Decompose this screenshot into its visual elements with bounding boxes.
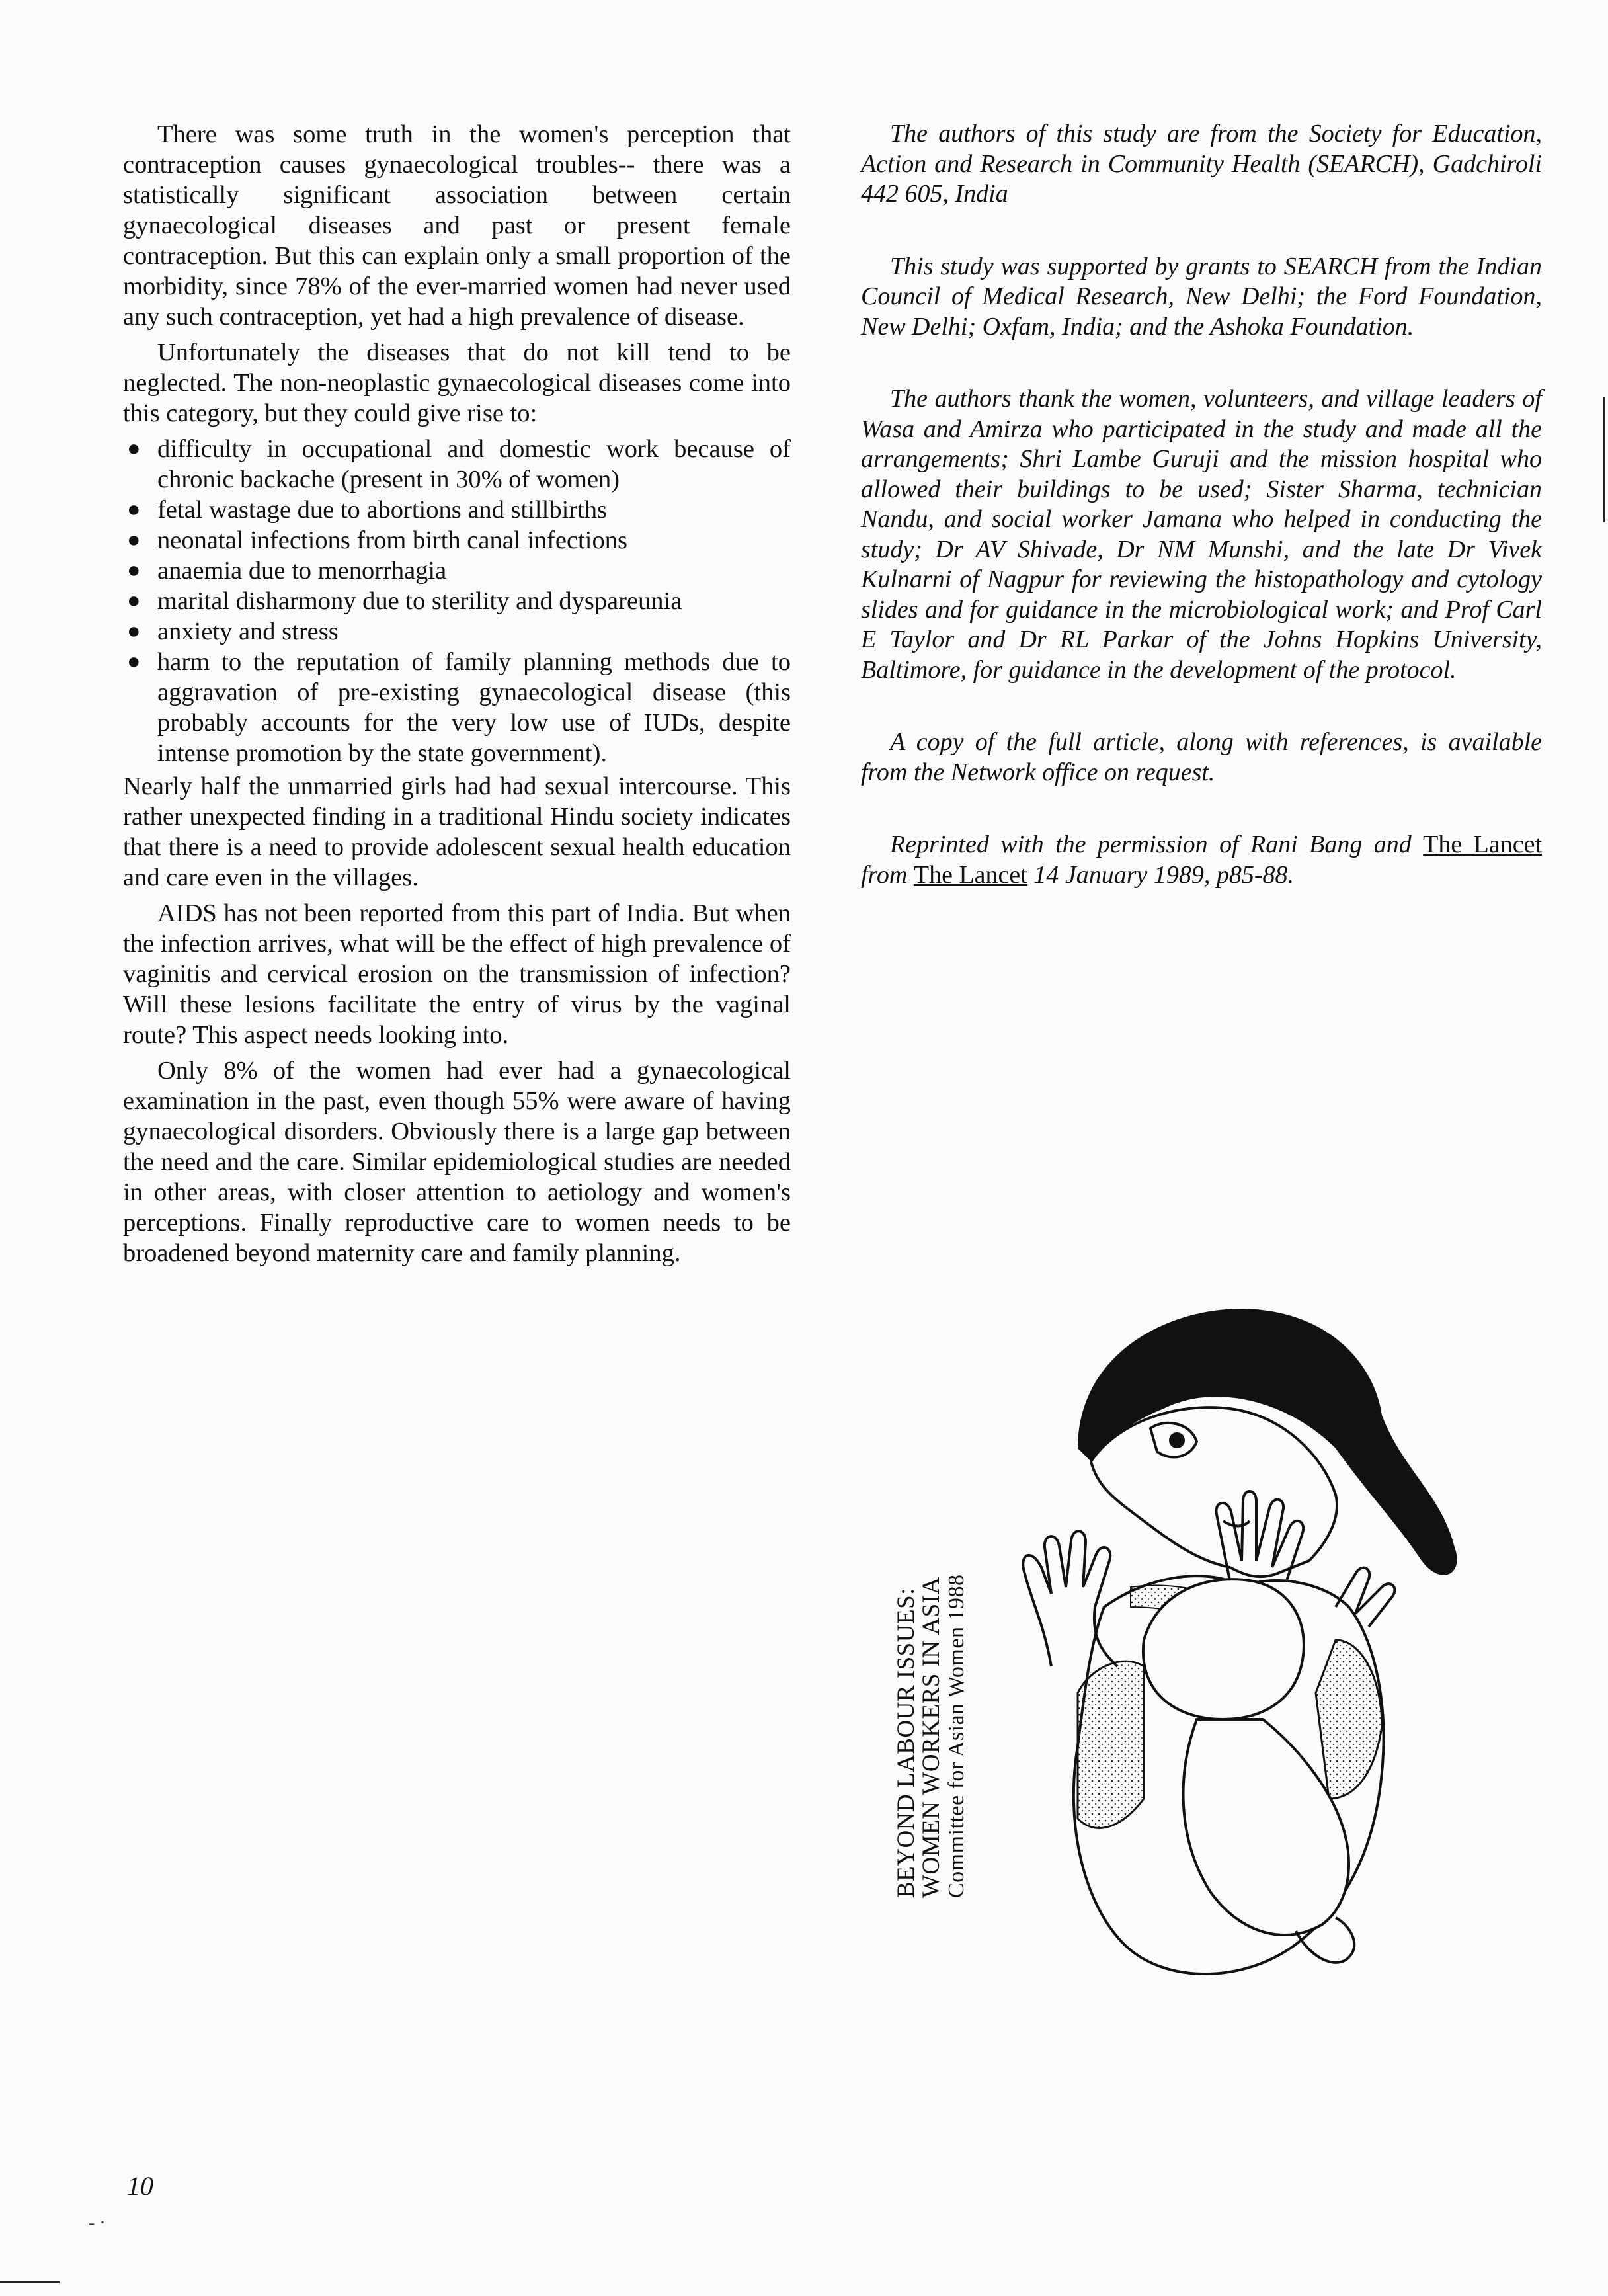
list-item: ● fetal wastage due to abortions and stillbirths — [127, 496, 608, 524]
caption-line: WOMEN WORKERS IN ASIA — [918, 1577, 945, 1898]
face-outline — [1091, 1407, 1337, 1577]
authors-note: The authors of this study are from the Society for Education, Action and Research in Community Health (SEARCH), Gadchiroli 442 605, India — [861, 120, 1542, 208]
list-item: ● anxiety and stress — [127, 618, 339, 645]
paragraph-examination: Only 8% of the women had ever had a gynaecological examination in the past, even though 55% were aware of having gynaecological disorders. Obviously there is a large gap between the need and the care. Similar epidemiological studies are needed in other areas, with closer attention to aetiology and women's perceptions. Finally reproductive care to women needs to be broadened beyond maternity care and family planning. — [123, 1057, 791, 1267]
bullet-icon: ● — [127, 649, 141, 674]
hair-shape — [1078, 1309, 1457, 1575]
paragraph-aids: AIDS has not been reported from this part of India. But when the infection arrives, what will be the effect of high prevalence of vaginitis and cervical erosion on the transmission of infection? Will these lesions facilitate the entry of virus by the vaginal route? This aspect needs looking into. — [123, 899, 791, 1049]
baby-hand — [1336, 1568, 1394, 1627]
caption-line: BEYOND LABOUR ISSUES: — [893, 1588, 920, 1898]
list-item: ● neonatal infections from birth canal infections — [127, 526, 627, 554]
bullet-icon: ● — [127, 589, 141, 613]
left-column — [123, 119, 791, 1274]
list-item: ● marital disharmony due to sterility and dyspareunia — [127, 587, 682, 615]
consequences-list — [123, 434, 791, 768]
sleeve-pattern — [1316, 1640, 1382, 1799]
page-number: 10 — [127, 2171, 153, 2201]
edge-mark — [1603, 397, 1605, 522]
caption-line: Committee for Asian Women 1988 — [944, 1574, 969, 1898]
mother-and-child-illustration — [979, 1296, 1481, 2024]
sleeve-pattern — [1078, 1661, 1144, 1828]
edge-rule — [0, 2281, 60, 2283]
bullet-icon: ● — [127, 558, 141, 583]
support-note: This study was supported by grants to SEARCH from the Indian Council of Medical Research, New Delhi; the Ford Foundation, New Delhi; Oxfam, India; and the Ashoka Foundation. — [861, 252, 1542, 341]
eye-pupil — [1169, 1432, 1185, 1448]
acknowledgements: The authors thank the women, volunteers, and village leaders of Wasa and Amirza who participated in the study and made all the arrangements; Shri Lambe Guruji and the mission hospital who allowed their buildings to be used; Sister Sharma, technician Nandu, and social worker Jamana who helped in conducting the study; Dr AV Shivade, Dr NM Munshi, and the late Dr Vivek Kulnarni of Nagpur for reviewing the histopathology and cytology slides and for guidance in the microbiological work; and Prof Carl E Taylor and Dr RL Parkar of the Johns Hopkins University, Baltimore, for guidance in the development of the protocol. — [861, 385, 1542, 684]
copy-note: A copy of the full article, along with references, is available from the Network office on request. — [861, 728, 1542, 786]
right-column — [861, 119, 1542, 932]
bullet-icon: ● — [127, 528, 141, 552]
list-item: ● difficulty in occupational and domestic work because of chronic backache (present in 30% of women) — [127, 435, 791, 493]
mouth-line — [1223, 1521, 1250, 1526]
paragraph-unmarried-girls: Nearly half the unmarried girls had had sexual intercourse. This rather unexpected finding in a traditional Hindu society indicates that there is a need to provide adolescent sexual health education and care even in the villages. — [123, 772, 791, 891]
bullet-icon: ● — [127, 436, 141, 461]
journal-title: The Lancet — [913, 860, 1027, 889]
paragraph-contraception: There was some truth in the women's perception that contraception causes gynaecological troubles-- there was a statistically significant association between certain gynaecological diseases and past or present female contraception. But this can explain only a small proportion of the morbidity, since 78% of the ever-married women had never used any such contraception, yet had a high prevalence of disease. — [123, 120, 791, 331]
mother-hand — [1023, 1531, 1117, 1666]
reprint-note: Reprinted with the permission of Rani Bang and The Lancet from The Lancet 14 January 1989, p85-88. — [861, 831, 1543, 889]
bullet-icon: ● — [127, 497, 141, 522]
scan-speck: - · — [89, 2213, 106, 2233]
list-item: ● anaemia due to menorrhagia — [127, 557, 447, 585]
list-item: ● harm to the reputation of family planning methods due to aggravation of pre-existing gynaecological disease (this probably accounts for the very low use of IUDs, despite intense promotion by the state government). — [127, 648, 791, 767]
paragraph-neglected-diseases: Unfortunately the diseases that do not kill tend to be neglected. The non-neoplastic gynaecological diseases come into this category, but they could give rise to: — [123, 339, 791, 427]
bullet-icon: ● — [127, 619, 141, 643]
journal-title: The Lancet — [1423, 831, 1543, 858]
